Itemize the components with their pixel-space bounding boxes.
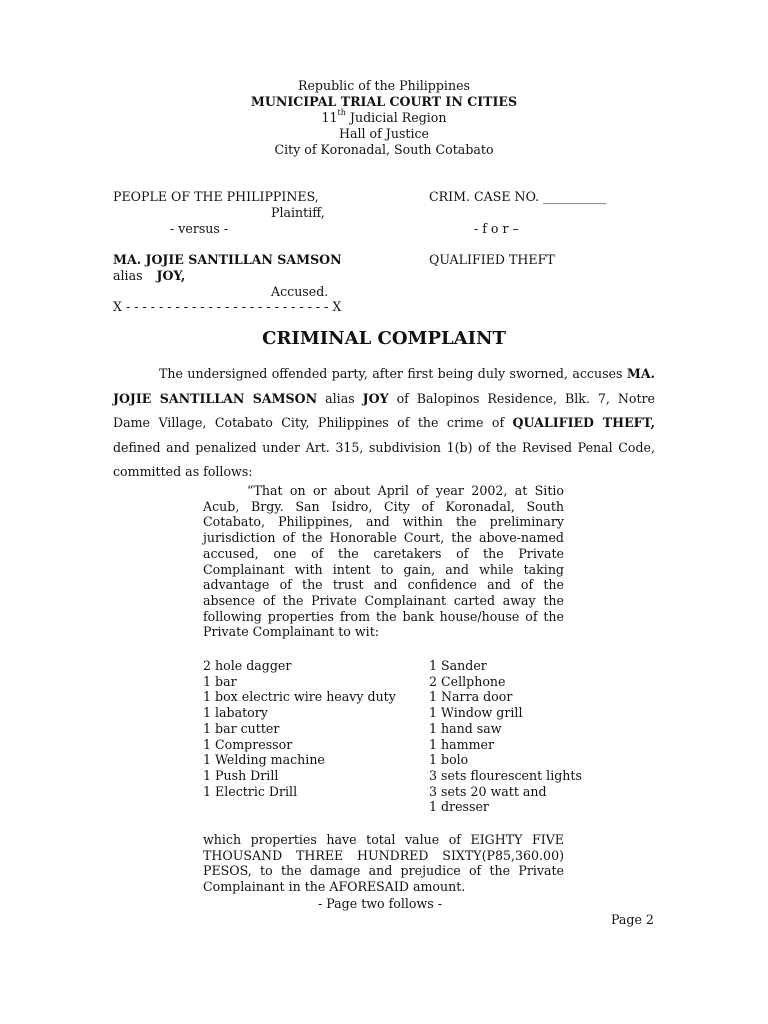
complaint-accused: MA. JOJIE SANTILLAN SAMSON — [113, 366, 655, 406]
page-number: Page 2 — [611, 912, 654, 927]
court-city: City of Koronadal, South Cotabato — [274, 142, 494, 157]
complaint-text-2: alias — [317, 390, 363, 406]
accused-alias — [113, 268, 185, 284]
closing-paragraph: which properties have total value of EIGHTY FIVE THOUSAND THREE HUNDRED SIXTY(P85,360.00) PESOS, to the damage and prejudice of the Private Complainant in the AFORESAID amount. — [203, 832, 564, 895]
list-item: 1 box electric wire heavy duty — [203, 689, 396, 705]
list-item: 1 bolo — [429, 752, 469, 768]
property-list-right — [429, 658, 582, 815]
accused-role: Accused. — [271, 284, 329, 299]
list-item: 3 sets 20 watt and — [429, 783, 547, 799]
case-number — [429, 189, 606, 205]
region-ordinal: th — [337, 107, 346, 117]
list-item: 1 Window grill — [429, 705, 523, 721]
list-item: 1 bar — [203, 673, 237, 689]
accused-name: MA. JOJIE SANTILLAN SAMSON — [113, 252, 342, 267]
list-item: 1 Compressor — [203, 736, 293, 752]
caption-separator: X - - - - - - - - - - - - - - - - - - - - - - - - - X — [113, 299, 342, 314]
list-item: 1 Welding machine — [203, 752, 325, 768]
republic-line: Republic of the Philippines — [297, 78, 470, 93]
judicial-region — [0, 107, 768, 126]
versus-label: - versus - — [170, 221, 229, 236]
complaint-alias: JOY — [362, 390, 389, 406]
list-item: 1 hand saw — [429, 720, 502, 736]
complaint-text-1: The undersigned offended party, after first being duly sworned, accuses — [159, 366, 623, 381]
list-item: 1 Push Drill — [203, 767, 279, 783]
region-number: 11 — [321, 110, 338, 125]
case-number-blank: __________ — [543, 189, 607, 204]
list-item: 1 Narra door — [429, 689, 513, 705]
complaint-text-4: defined and penalized under Art. 315, subdivision 1(b) of the Revised Penal Code, committed as follows: — [113, 439, 655, 479]
list-item: 1 Electric Drill — [203, 783, 298, 799]
page-follows-note: - Page two follows - — [318, 896, 443, 911]
plaintiff-name: PEOPLE OF THE PHILIPPINES, — [113, 189, 319, 204]
hall-of-justice: Hall of Justice — [338, 126, 429, 141]
property-list-left — [203, 658, 396, 799]
list-item: 3 sets flourescent lights — [429, 767, 582, 783]
list-item: 2 hole dagger — [203, 658, 292, 673]
complaint-paragraph — [113, 362, 655, 485]
for-label: - f o r – — [474, 221, 519, 236]
list-item: 1 hammer — [429, 736, 494, 752]
list-item: 1 bar cutter — [203, 720, 280, 736]
plaintiff-role: Plaintiff, — [271, 205, 325, 220]
information-quote — [203, 483, 564, 640]
list-item: 1 Sander — [429, 658, 487, 673]
complaint-text-3: of Balopinos Residence, Blk. 7, Notre Dame Village, Cotabato City, Philippines of the crime of — [113, 390, 655, 430]
court-name: MUNICIPAL TRIAL COURT IN CITIES — [250, 94, 518, 109]
offense-label: QUALIFIED THEFT — [429, 252, 555, 267]
quote-text: “That on or about April of year 2002, at Sitio Acub, Brgy. San Isidro, City of Koronadal, South Cotabato, Philippines, and within the preliminary jurisdiction of the Honorable Court, the above-named accused, one of the caretakers of the Private Complainant with intent to gain, and while taking advantage of the trust and confidence and of the absence of the Private Complainant carted away the following properties from the bank house/house of the Private Complainant to wit: — [203, 483, 564, 640]
alias-label: alias — [113, 268, 143, 283]
complaint-crime: QUALIFIED THEFT, — [512, 415, 655, 430]
document-title: CRIMINAL COMPLAINT — [262, 328, 506, 349]
region-text: Judicial Region — [345, 110, 447, 125]
list-item: 1 labatory — [203, 705, 268, 721]
case-number-label: CRIM. CASE NO. — [429, 189, 540, 204]
list-item: 1 dresser — [429, 799, 489, 815]
alias-name: JOY, — [156, 268, 186, 283]
list-item: 2 Cellphone — [429, 673, 506, 689]
